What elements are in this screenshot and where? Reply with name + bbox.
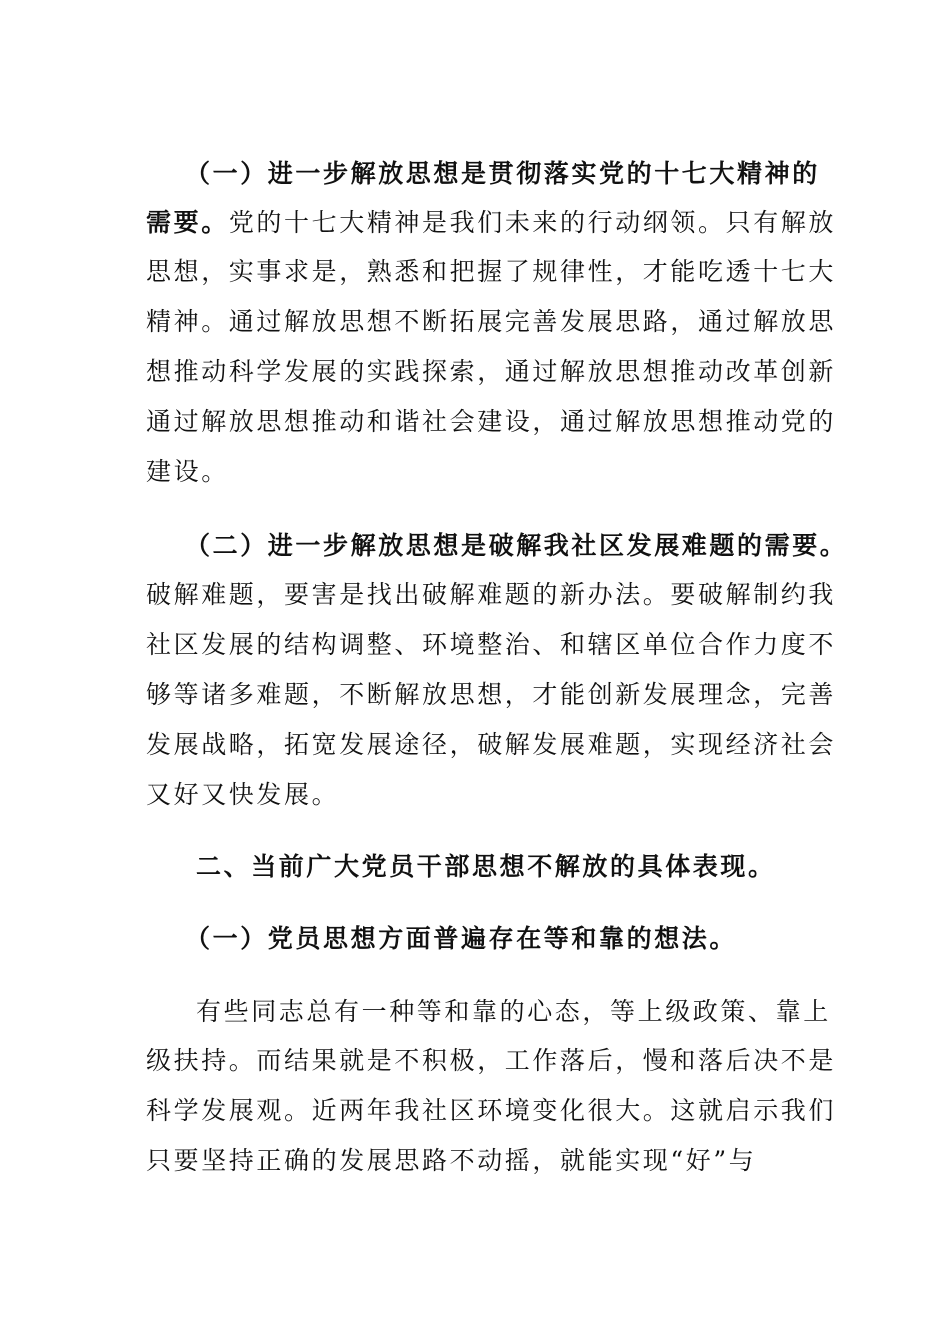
paragraph-5-line-4: 只要坚持正确的发展思路不动摇，就能实现“好”与 bbox=[146, 1146, 757, 1175]
paragraph-2-line-2: 破解难题，要害是找出破解难题的新办法。要破解制约我 bbox=[146, 580, 837, 609]
paragraph-5-line-3: 科学发展观。近两年我社区环境变化很大。这就启示我们 bbox=[146, 1096, 837, 1125]
paragraph-1-line-6: 通过解放思想推动和谐社会建设，通过解放思想推动党的 bbox=[146, 407, 837, 436]
paragraph-2-heading: （二）进一步解放思想是破解我社区发展难题的需要。 bbox=[185, 531, 848, 560]
paragraph-1-line-5: 想推动科学发展的实践探索，通过解放思想推动改革创新 bbox=[146, 357, 837, 386]
paragraph-1-heading-end: 需要。 bbox=[146, 208, 229, 237]
paragraph-5-line-1: 有些同志总有一种等和靠的心态，等上级政策、靠上 bbox=[196, 997, 831, 1026]
paragraph-1-line-4: 精神。通过解放思想不断拓展完善发展思路，通过解放思 bbox=[146, 307, 837, 336]
paragraph-2-line-1 bbox=[185, 529, 848, 563]
paragraph-1-heading: （一）进一步解放思想是贯彻落实党的十七大精神的 bbox=[185, 159, 820, 188]
paragraph-1-line-2: 需要。党的十七大精神是我们未来的行动纲领。只有解放 bbox=[146, 208, 837, 237]
paragraph-1-line-1 bbox=[185, 157, 825, 191]
paragraph-1-line-3: 思想，实事求是，熟悉和把握了规律性，才能吃透十七大 bbox=[146, 257, 837, 286]
paragraph-2-line-3: 社区发展的结构调整、环境整治、和辖区单位合作力度不 bbox=[146, 630, 837, 659]
paragraph-2-line-4: 够等诸多难题，不断解放思想，才能创新发展理念，完善 bbox=[146, 680, 837, 709]
section-heading-2: 二、当前广大党员干部思想不解放的具体表现。 bbox=[196, 852, 776, 881]
paragraph-1-line-7: 建设。 bbox=[146, 457, 229, 486]
paragraph-2-line-5: 发展战略，拓宽发展途径，破解发展难题，实现经济社会 bbox=[146, 730, 837, 759]
paragraph-2-line-6: 又好又快发展。 bbox=[146, 780, 340, 809]
subsection-heading-1: （一）党员思想方面普遍存在等和靠的想法。 bbox=[185, 924, 738, 953]
paragraph-5-line-2: 级扶持。而结果就是不积极，工作落后，慢和落后决不是 bbox=[146, 1046, 837, 1075]
